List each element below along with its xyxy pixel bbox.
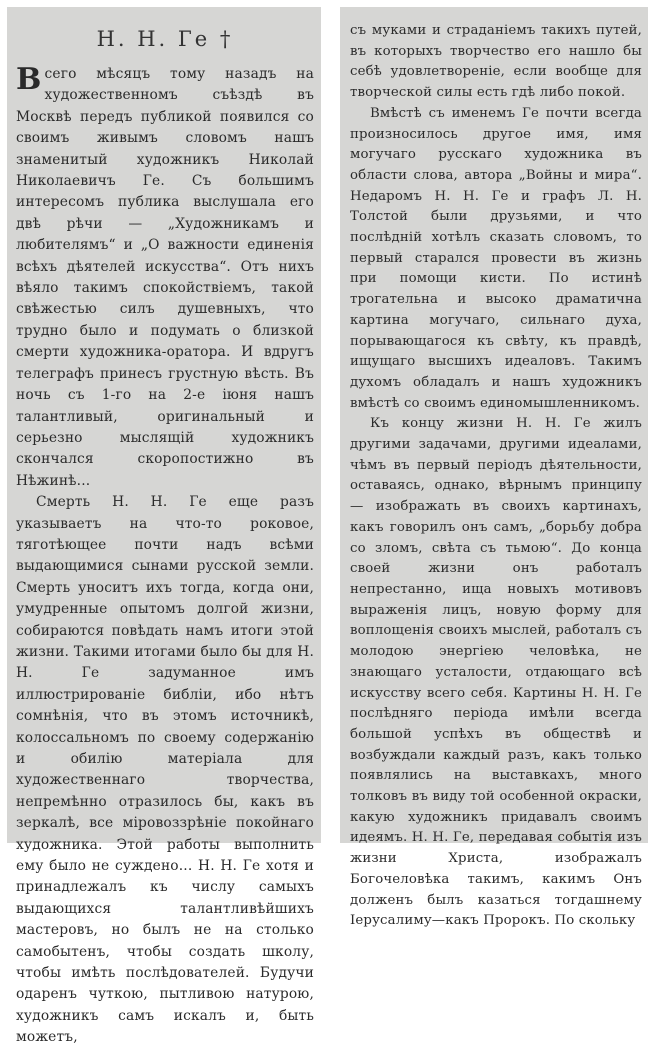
paragraph-death: Смерть Н. Н. Ге еще разъ указываетъ на что-то роковое, тяготѣющее почти надъ всѣми выдающимися сынами русской земли. Смерть уноситъ ихъ тогда, когда они, умудренные опытомъ долгой жизни, собираются повѣдать намъ итоги этой жизни. Такими итогами было бы для Н. Н. Ге задуманное имъ иллюстрированіе библіи, ибо нѣтъ сомнѣнія, что въ этомъ источникѣ, колоссальномъ по своему содержанію и обилію матеріала для художественнаго творчества, непремѣнно отразилось бы, какъ въ зеркалѣ, все міровоззрѣніе покойнаго художника. Этой работы выполнить ему было не суждено... Н. Н. Ге хотя и принадлежалъ къ числу самыхъ выдающихся талантливѣйшихъ мастеровъ, но былъ не на столько самобытенъ, чтобы создать школу, чтобы имѣть послѣдователей. Будучи одаренъ чуткою, пытливою натурою, художникъ самъ искалъ и, быть можетъ, bbox=[16, 494, 314, 1046]
paragraph-late-period: Къ концу жизни Н. Н. Ге жилъ другими задачами, другими идеалами, чѣмъ въ первый періодъ дѣятельности, оставаясь, однако, вѣрнымъ принципу — изображать въ своихъ картинахъ, какъ говорилъ онъ самъ, „борьбу добра со зломъ, свѣта съ тьмою“. До конца своей жизни онъ работалъ непрестанно, ища новыхъ мотивовъ выраженія лицъ, новую форму для воплощенія своихъ мыслей, работалъ съ молодою энергіею человѣка, не знающаго усталости, отдающаго всѣ искусству всего себя. Картины Н. Н. Ге послѣдняго періода имѣли всегда большой успѣхъ въ обществѣ и возбуждали каждый разъ, какъ только появлялись на выставкахъ, много толковъ въ виду той особенной окраски, какую художникъ придавалъ своимъ идеямъ. Н. Н. Ге, передавая событія изъ жизни Христа, изображалъ Богочеловѣка такимъ, какимъ Онъ долженъ былъ казаться тогдашнему Іерусалиму—какъ Пророкъ. По скольку bbox=[350, 416, 642, 929]
left-column bbox=[7, 7, 321, 1046]
paragraph-intro: Всего мѣсяцъ тому назадъ на художественномъ съѣздѣ въ Москвѣ передъ публикой появился со своимъ живымъ словомъ нашъ знаменитый художникъ Николай Николаевичъ Ге. Съ большимъ интересомъ публика выслушала его двѣ рѣчи — „Художникамъ и любителямъ“ и „О важности единенія всѣхъ дѣятелей искусства“. Отъ нихъ вѣяло такимъ спокойствіемъ, такой свѣжестью силъ душевныхъ, что трудно было и подумать о близкой смерти художника-оратора. И вдругъ телеграфъ принесъ грустную вѣсть. Въ ночь съ 1-го на 2-е іюня нашъ талантливый, оригинальный и серьезно мыслящій художникъ скончался скоропостижно въ Нѣжинѣ... bbox=[16, 62, 314, 489]
article-title: Н. Н. Ге † bbox=[96, 27, 234, 51]
paragraph-continuation: съ муками и страданіемъ такихъ путей, въ которыхъ творчество его нашло бы себѣ удовлетвореніе, если вообще для творческой силы есть гдѣ либо покой. bbox=[350, 23, 642, 101]
paragraph-tolstoy: Вмѣстѣ съ именемъ Ге почти всегда произносилось другое имя, имя могучаго русскаго художника въ области слова, автора „Войны и мира“. Недаромъ Н. Н. Ге и графъ Л. Н. Толстой были друзьями, и что послѣдній хотѣлъ сказать словомъ, то первый старался провести въ жизнь при помощи кисти. По истинѣ трогательна и высоко драматична картина могучаго, сильнаго духа, порывающагося къ свѣту, къ правдѣ, ищущаго высшихъ идеаловъ. Такимъ духомъ обладалъ и нашъ художникъ вмѣстѣ со своимъ единомышленникомъ. bbox=[350, 105, 642, 411]
right-column bbox=[340, 7, 648, 929]
